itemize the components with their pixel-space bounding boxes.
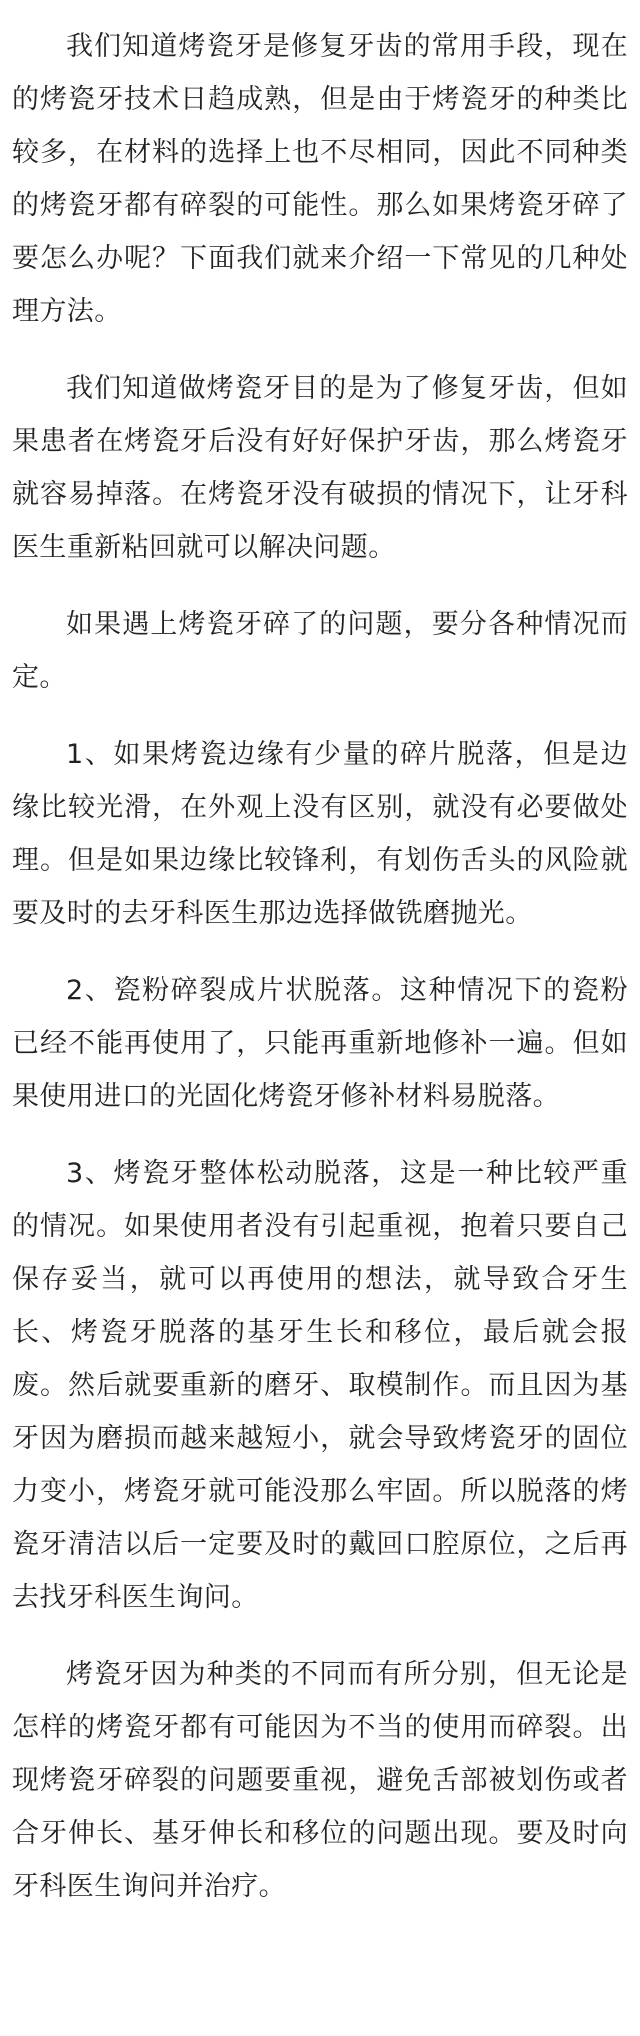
paragraph-purpose: 我们知道做烤瓷牙目的是为了修复牙齿，但如果患者在烤瓷牙后没有好好保护牙齿，那么烤瓷牙就容易掉落。在烤瓷牙没有破损的情况下，让牙科医生重新粘回就可以解决问题。 — [12, 373, 628, 563]
paragraph-cases-intro: 如果遇上烤瓷牙碎了的问题，要分各种情况而定。 — [12, 609, 628, 693]
paragraph-case-1: 1、如果烤瓷边缘有少量的碎片脱落，但是边缘比较光滑，在外观上没有区别，就没有必要做处理。但是如果边缘比较锋利，有划伤舌头的风险就要及时的去牙科医生那边选择做铣磨抛光。 — [12, 739, 628, 929]
paragraph-conclusion: 烤瓷牙因为种类的不同而有所分别，但无论是怎样的烤瓷牙都有可能因为不当的使用而碎裂。出现烤瓷牙碎裂的问题要重视，避免舌部被划伤或者合牙伸长、基牙伸长和移位的问题出现。要及时向牙科医生询问并治疗。 — [12, 1659, 628, 1902]
paragraph-intro: 我们知道烤瓷牙是修复牙齿的常用手段，现在的烤瓷牙技术日趋成熟，但是由于烤瓷牙的种类比较多，在材料的选择上也不尽相同，因此不同种类的烤瓷牙都有碎裂的可能性。那么如果烤瓷牙碎了要怎么办呢？下面我们就来介绍一下常见的几种处理方法。 — [12, 31, 628, 327]
paragraph-case-2: 2、瓷粉碎裂成片状脱落。这种情况下的瓷粉已经不能再使用了，只能再重新地修补一遍。但如果使用进口的光固化烤瓷牙修补材料易脱落。 — [12, 975, 628, 1112]
paragraph-case-3: 3、烤瓷牙整体松动脱落，这是一种比较严重的情况。如果使用者没有引起重视，抱着只要自己保存妥当，就可以再使用的想法，就导致合牙生长、烤瓷牙脱落的基牙生长和移位，最后就会报废。然后就要重新的磨牙、取模制作。而且因为基牙因为磨损而越来越短小，就会导致烤瓷牙的固位力变小，烤瓷牙就可能没那么牢固。所以脱落的烤瓷牙清洁以后一定要及时的戴回口腔原位，之后再去找牙科医生询问。 — [12, 1158, 628, 1613]
